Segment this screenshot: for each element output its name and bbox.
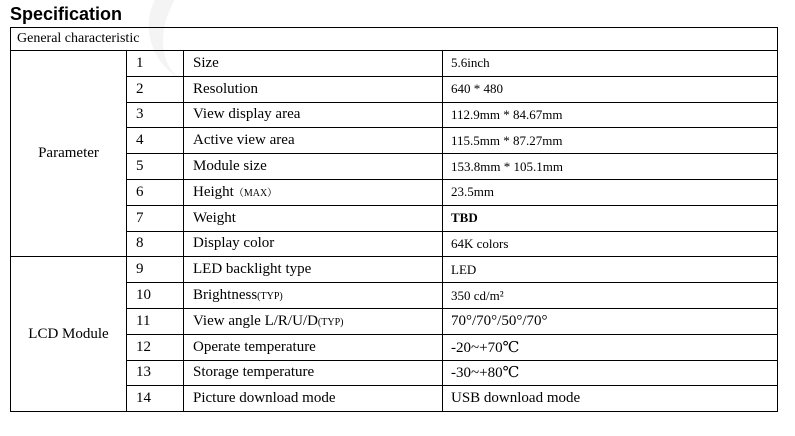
row-name: Size <box>184 51 443 77</box>
row-index: 12 <box>127 334 184 360</box>
row-value: -30~+80℃ <box>443 360 778 386</box>
row-name: Resolution <box>184 76 443 102</box>
row-name-note: (TYP) <box>317 316 344 328</box>
row-name: Active view area <box>184 128 443 154</box>
row-index: 9 <box>127 257 184 283</box>
row-value: LED <box>443 257 778 283</box>
row-name-note: (TYP) <box>257 291 283 303</box>
row-name: Picture download mode <box>184 386 443 412</box>
general-characteristic-label: General characteristic <box>11 28 778 51</box>
row-name: Display color <box>184 231 443 257</box>
row-name: LED backlight type <box>184 257 443 283</box>
row-name: Weight <box>184 205 443 231</box>
page-title: Specification <box>10 4 123 24</box>
row-index: 14 <box>127 386 184 412</box>
row-index: 11 <box>127 308 184 334</box>
row-value: 23.5mm <box>443 179 778 205</box>
row-index: 4 <box>127 128 184 154</box>
table-row <box>11 102 778 128</box>
row-value: 70°/70°/50°/70° <box>443 308 778 334</box>
table-row <box>11 334 778 360</box>
row-index: 3 <box>127 102 184 128</box>
table-row <box>11 154 778 180</box>
row-value: -20~+70℃ <box>443 334 778 360</box>
row-name: Module size <box>184 154 443 180</box>
table-row <box>11 76 778 102</box>
table-row <box>11 231 778 257</box>
row-index: 6 <box>127 179 184 205</box>
row-value: USB download mode <box>443 386 778 412</box>
table-row <box>11 179 778 205</box>
row-name: Height（MAX） <box>184 179 443 205</box>
table-row <box>11 205 778 231</box>
row-value: TBD <box>443 205 778 231</box>
row-name: Brightness(TYP) <box>184 283 443 309</box>
row-name: Storage temperature <box>184 360 443 386</box>
table-header-row <box>11 28 778 51</box>
row-value: 64K colors <box>443 231 778 257</box>
row-value: 153.8mm * 105.1mm <box>443 154 778 180</box>
row-value: 350 cd/m² <box>443 283 778 309</box>
row-index: 8 <box>127 231 184 257</box>
group-lcd-module: LCD Module <box>11 257 127 412</box>
table-row <box>11 51 778 77</box>
row-index: 1 <box>127 51 184 77</box>
row-index: 5 <box>127 154 184 180</box>
row-name: View display area <box>184 102 443 128</box>
row-value: 115.5mm * 87.27mm <box>443 128 778 154</box>
row-value: 640 * 480 <box>443 76 778 102</box>
row-value: 5.6inch <box>443 51 778 77</box>
row-index: 13 <box>127 360 184 386</box>
row-value: 112.9mm * 84.67mm <box>443 102 778 128</box>
spec-table <box>10 27 778 412</box>
table-row <box>11 283 778 309</box>
row-index: 10 <box>127 283 184 309</box>
table-row <box>11 257 778 283</box>
table-row <box>11 386 778 412</box>
row-name: Operate temperature <box>184 334 443 360</box>
table-row <box>11 128 778 154</box>
group-parameter: Parameter <box>11 51 127 257</box>
row-index: 7 <box>127 205 184 231</box>
table-row <box>11 360 778 386</box>
table-row <box>11 308 778 334</box>
row-index: 2 <box>127 76 184 102</box>
row-name-note: （MAX） <box>233 187 278 199</box>
row-name: View angle L/R/U/D(TYP) <box>184 308 443 334</box>
